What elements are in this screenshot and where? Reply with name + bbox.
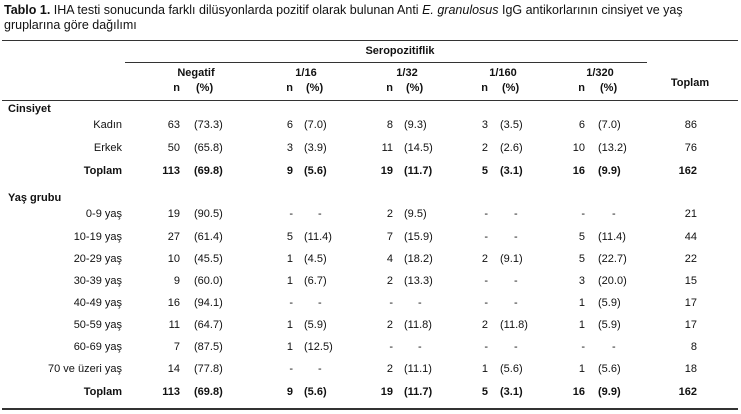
cell-pct: (11.7) — [404, 165, 433, 177]
cell-pct: (9.5) — [404, 208, 427, 220]
cell-n: - — [484, 231, 488, 243]
cell-pct: (3.9) — [304, 142, 327, 154]
row-label: Toplam — [83, 386, 122, 398]
column-n-label-0: n — [173, 82, 180, 94]
row-total: 21 — [684, 208, 697, 220]
cell-pct: (13.2) — [598, 142, 627, 154]
column-n-label-2: n — [386, 82, 393, 94]
cell-n: - — [289, 363, 293, 375]
row-total: 8 — [690, 341, 697, 353]
cell-pct: - — [318, 363, 322, 375]
caption-text-1: IHA testi sonucunda farklı dilüsyonlarda pozitif olarak bulunan Anti — [50, 3, 423, 17]
cell-pct: - — [612, 341, 616, 353]
cell-n: - — [289, 208, 293, 220]
cell-n: 19 — [380, 165, 393, 177]
cell-n: 11 — [168, 319, 180, 331]
cell-n: 3 — [286, 142, 293, 154]
cell-n: 2 — [481, 142, 488, 154]
cell-pct: (11.7) — [404, 386, 433, 398]
cell-n: 1 — [578, 319, 585, 331]
cell-pct: - — [514, 275, 518, 287]
cell-n: 5 — [578, 253, 585, 265]
cell-n: 3 — [481, 119, 488, 131]
cell-n: 1 — [286, 319, 293, 331]
column-n-label-3: n — [481, 82, 488, 94]
cell-pct: (11.8) — [404, 319, 432, 331]
cell-n: 1 — [286, 253, 293, 265]
cell-pct: (87.5) — [194, 341, 223, 353]
cell-n: - — [581, 208, 585, 220]
cell-pct: (14.5) — [404, 142, 433, 154]
cell-n: 8 — [386, 119, 393, 131]
cell-n: - — [484, 297, 488, 309]
cell-n: 11 — [381, 142, 393, 154]
cell-pct: (7.0) — [598, 119, 621, 131]
cell-pct: (5.6) — [598, 363, 621, 375]
cell-n: 14 — [167, 363, 180, 375]
cell-n: 1 — [578, 297, 585, 309]
cell-pct: (5.9) — [598, 319, 621, 331]
column-n-label-1: n — [286, 82, 293, 94]
cell-n: 6 — [578, 119, 585, 131]
cell-n: 1 — [286, 275, 293, 287]
row-total: 86 — [684, 119, 697, 131]
cell-pct: - — [318, 297, 322, 309]
cell-n: 16 — [572, 386, 585, 398]
cell-n: - — [289, 297, 293, 309]
cell-n: 1 — [481, 363, 488, 375]
row-total: 162 — [678, 165, 697, 177]
cell-pct: (3.1) — [500, 165, 523, 177]
table-caption — [4, 3, 739, 33]
total-header: Toplam — [670, 77, 710, 89]
cell-pct: (5.6) — [500, 363, 523, 375]
cell-n: 9 — [173, 275, 180, 287]
cell-pct: - — [514, 231, 518, 243]
cell-pct: - — [612, 208, 616, 220]
cell-pct: (94.1) — [194, 297, 223, 309]
cell-n: 5 — [481, 386, 488, 398]
row-label: Erkek — [93, 142, 122, 154]
cell-n: - — [581, 341, 585, 353]
cell-pct: (7.0) — [304, 119, 327, 131]
cell-n: - — [484, 341, 488, 353]
header-bottom-rule — [2, 100, 738, 101]
cell-pct: (61.4) — [194, 231, 223, 243]
cell-n: 19 — [380, 386, 393, 398]
column-pct-label-3: (%) — [502, 82, 520, 94]
column-header-4: 1/320 — [586, 67, 614, 79]
row-label: 10-19 yaş — [73, 231, 122, 243]
cell-n: 16 — [572, 165, 585, 177]
row-label: Toplam — [83, 165, 122, 177]
column-pct-label-4: (%) — [600, 82, 618, 94]
cell-pct: - — [418, 297, 422, 309]
cell-pct: (3.1) — [500, 386, 523, 398]
row-label: 50-59 yaş — [73, 319, 122, 331]
row-label: 70 ve üzeri yaş — [48, 363, 122, 375]
cell-pct: - — [418, 341, 422, 353]
cell-pct: (45.5) — [194, 253, 223, 265]
cell-n: 10 — [167, 253, 180, 265]
cell-pct: - — [514, 208, 518, 220]
cell-n: 19 — [167, 208, 180, 220]
cell-pct: (11.4) — [304, 231, 332, 243]
section-title-1: Yaş grubu — [8, 192, 62, 204]
cell-n: 2 — [481, 319, 488, 331]
cell-pct: - — [318, 208, 322, 220]
column-pct-label-1: (%) — [306, 82, 324, 94]
table-top-rule — [2, 40, 738, 41]
row-label: 20-29 yaş — [73, 253, 122, 265]
cell-n: 5 — [578, 231, 585, 243]
cell-pct: (9.9) — [598, 386, 621, 398]
cell-pct: (11.8) — [500, 319, 528, 331]
column-header-1: 1/16 — [295, 67, 317, 79]
cell-n: 2 — [386, 363, 393, 375]
cell-pct: (77.8) — [194, 363, 223, 375]
cell-n: 2 — [386, 275, 393, 287]
caption-species: E. granulosus — [422, 3, 499, 17]
cell-n: 7 — [386, 231, 393, 243]
cell-pct: (9.1) — [500, 253, 523, 265]
cell-pct: (65.8) — [194, 142, 223, 154]
cell-pct: (3.5) — [500, 119, 523, 131]
cell-pct: (13.3) — [404, 275, 433, 287]
cell-n: 5 — [481, 165, 488, 177]
cell-pct: (22.7) — [598, 253, 627, 265]
cell-n: 63 — [167, 119, 180, 131]
cell-n: 27 — [167, 231, 180, 243]
cell-n: 2 — [386, 319, 393, 331]
cell-pct: - — [514, 297, 518, 309]
cell-n: 1 — [578, 363, 585, 375]
caption-text-2: IgG antikorlarının cinsiyet ve yaş gruplarına göre dağılımı — [4, 3, 683, 32]
row-total: 44 — [684, 231, 697, 243]
cell-n: 6 — [286, 119, 293, 131]
cell-pct: (15.9) — [404, 231, 433, 243]
cell-pct: (9.9) — [598, 165, 621, 177]
cell-n: 2 — [481, 253, 488, 265]
row-total: 162 — [678, 386, 697, 398]
cell-pct: (60.0) — [194, 275, 223, 287]
cell-n: 113 — [162, 386, 180, 398]
cell-n: 7 — [173, 341, 180, 353]
seropozitiflik-rule — [125, 62, 647, 63]
cell-pct: (64.7) — [194, 319, 223, 331]
cell-pct: (11.4) — [598, 231, 626, 243]
cell-n: 3 — [578, 275, 585, 287]
cell-n: 4 — [386, 253, 393, 265]
cell-n: 9 — [286, 386, 293, 398]
row-label: 40-49 yaş — [73, 297, 122, 309]
cell-n: 113 — [162, 165, 180, 177]
row-total: 17 — [684, 297, 697, 309]
cell-n: - — [389, 297, 393, 309]
column-pct-label-0: (%) — [196, 82, 214, 94]
cell-n: 1 — [286, 341, 293, 353]
table-bottom-rule — [2, 408, 738, 410]
column-pct-label-2: (%) — [406, 82, 424, 94]
cell-pct: (90.5) — [194, 208, 223, 220]
cell-pct: (4.5) — [304, 253, 327, 265]
section-title-0: Cinsiyet — [8, 103, 51, 115]
cell-pct: (2.6) — [500, 142, 523, 154]
cell-n: 5 — [286, 231, 293, 243]
cell-pct: (9.3) — [404, 119, 427, 131]
cell-pct: (6.7) — [304, 275, 327, 287]
cell-pct: (73.3) — [194, 119, 223, 131]
row-label: Kadın — [93, 119, 122, 131]
seropozitiflik-header: Seropozitiflik — [365, 45, 435, 57]
column-n-label-4: n — [578, 82, 585, 94]
row-label: 30-39 yaş — [73, 275, 122, 287]
row-total: 22 — [684, 253, 697, 265]
cell-pct: (12.5) — [304, 341, 333, 353]
cell-pct: (69.8) — [194, 386, 223, 398]
cell-pct: (5.6) — [304, 386, 327, 398]
cell-pct: (69.8) — [194, 165, 223, 177]
row-label: 60-69 yaş — [73, 341, 122, 353]
cell-pct: (20.0) — [598, 275, 627, 287]
row-total: 15 — [684, 275, 697, 287]
cell-pct: (11.1) — [404, 363, 432, 375]
cell-n: 9 — [286, 165, 293, 177]
cell-n: - — [484, 208, 488, 220]
row-label: 0-9 yaş — [85, 208, 122, 220]
row-total: 18 — [684, 363, 697, 375]
cell-n: 2 — [386, 208, 393, 220]
row-total: 17 — [684, 319, 697, 331]
row-total: 76 — [684, 142, 697, 154]
cell-pct: (18.2) — [404, 253, 433, 265]
cell-pct: (5.9) — [304, 319, 327, 331]
cell-n: 16 — [167, 297, 180, 309]
cell-n: - — [484, 275, 488, 287]
cell-pct: (5.9) — [598, 297, 621, 309]
column-header-2: 1/32 — [396, 67, 418, 79]
column-header-0: Negatif — [177, 67, 215, 79]
cell-n: - — [389, 341, 393, 353]
cell-pct: (5.6) — [304, 165, 327, 177]
cell-n: 50 — [167, 142, 180, 154]
column-header-3: 1/160 — [489, 67, 517, 79]
caption-label: Tablo 1. — [4, 3, 51, 17]
cell-n: 10 — [572, 142, 585, 154]
cell-pct: - — [514, 341, 518, 353]
